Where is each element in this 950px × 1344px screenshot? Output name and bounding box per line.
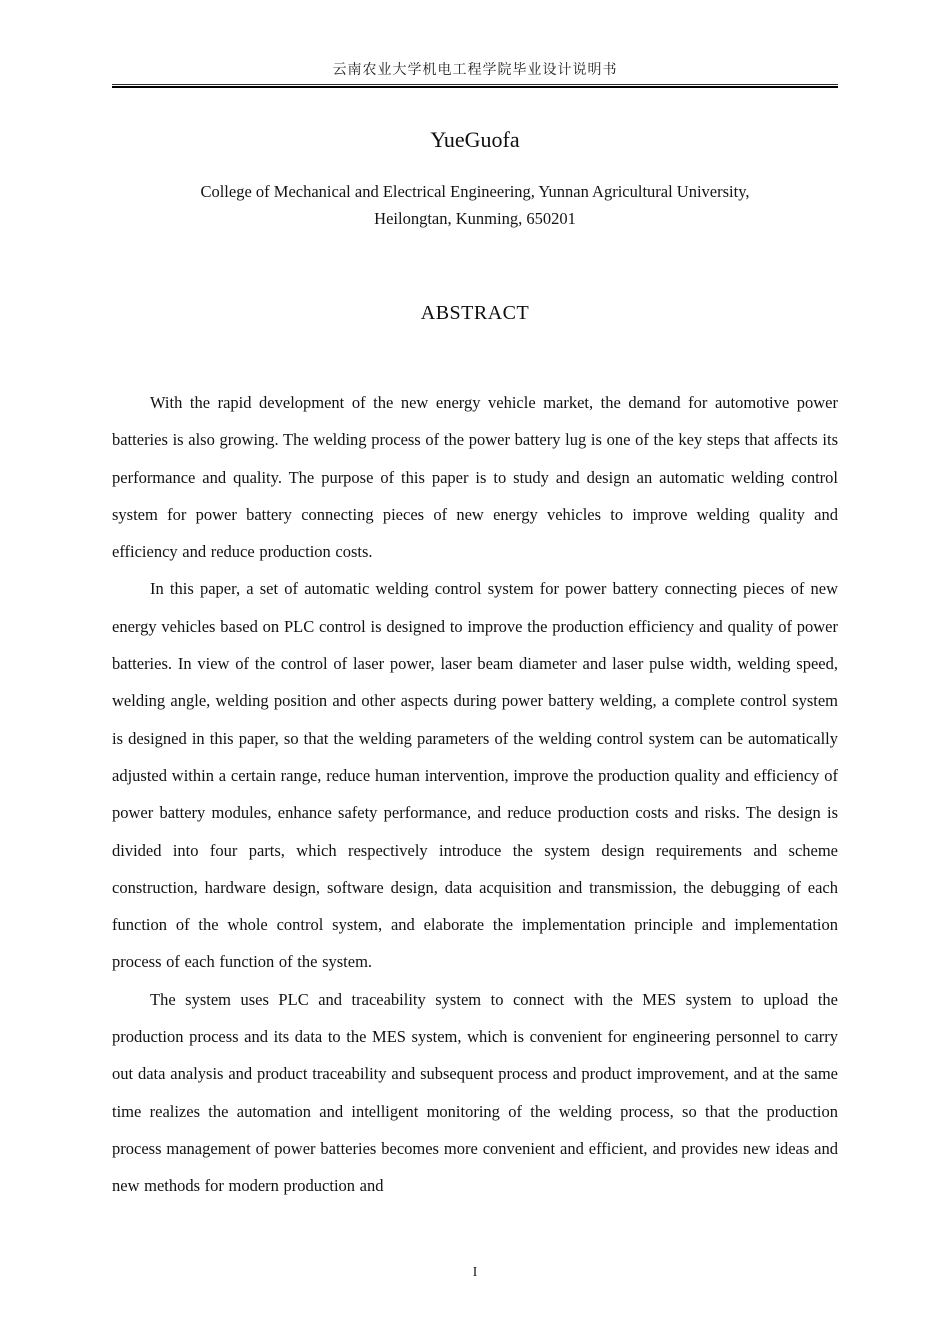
- header-title: 云南农业大学机电工程学院毕业设计说明书: [332, 63, 618, 78]
- abstract-heading: ABSTRACT: [420, 302, 530, 324]
- page-header: [112, 0, 838, 88]
- affiliation-line-2: Heilongtan, Kunming, 650201: [374, 209, 576, 228]
- page-number: I: [472, 1264, 478, 1279]
- header-rule: [112, 84, 838, 88]
- abstract-paragraph: In this paper, a set of automatic welding control system for power battery connecting pieces of new energy vehicles based on PLC control is designed to improve the production efficiency and quality of power batteries. In view of the control of laser power, laser beam diameter and laser pulse width, welding speed, welding angle, welding position and other aspects during power battery welding, a complete control system is designed in this paper, so that the welding parameters of the welding control system can be automatically adjusted within a certain range, reduce human intervention, improve the production quality and efficiency of power battery modules, enhance safety performance, and reduce production costs and risks. The design is divided into four parts, which respectively introduce the system design requirements and scheme construction, hardware design, software design, data acquisition and transmission, the debugging of each function of the whole control system, and elaborate the implementation principle and implementation process of each function of the system.: [112, 579, 838, 972]
- abstract-paragraph: The system uses PLC and traceability system to connect with the MES system to upload the production process and its data to the MES system, which is convenient for engineering personnel to carry out data analysis and product traceability and subsequent process and product improvement, and at the same time realizes the automation and intelligent monitoring of the welding process, so that the production process management of power batteries becomes more convenient and efficient, and provides new ideas and new methods for modern production and: [112, 989, 838, 1196]
- affiliation-line-1: College of Mechanical and Electrical Engineering, Yunnan Agricultural University,: [200, 182, 750, 201]
- author-name: YueGuofa: [430, 127, 520, 152]
- header-rule-thick-line: [112, 86, 838, 88]
- abstract-paragraph: With the rapid development of the new energy vehicle market, the demand for automotive power batteries is also growing. The welding process of the power battery lug is one of the key steps that affects its performance and quality. The purpose of this paper is to study and design an automatic welding control system for power battery connecting pieces of new energy vehicles to improve welding quality and efficiency and reduce production costs.: [112, 393, 838, 562]
- affiliation-block: [112, 178, 838, 232]
- abstract-body: [112, 384, 838, 1205]
